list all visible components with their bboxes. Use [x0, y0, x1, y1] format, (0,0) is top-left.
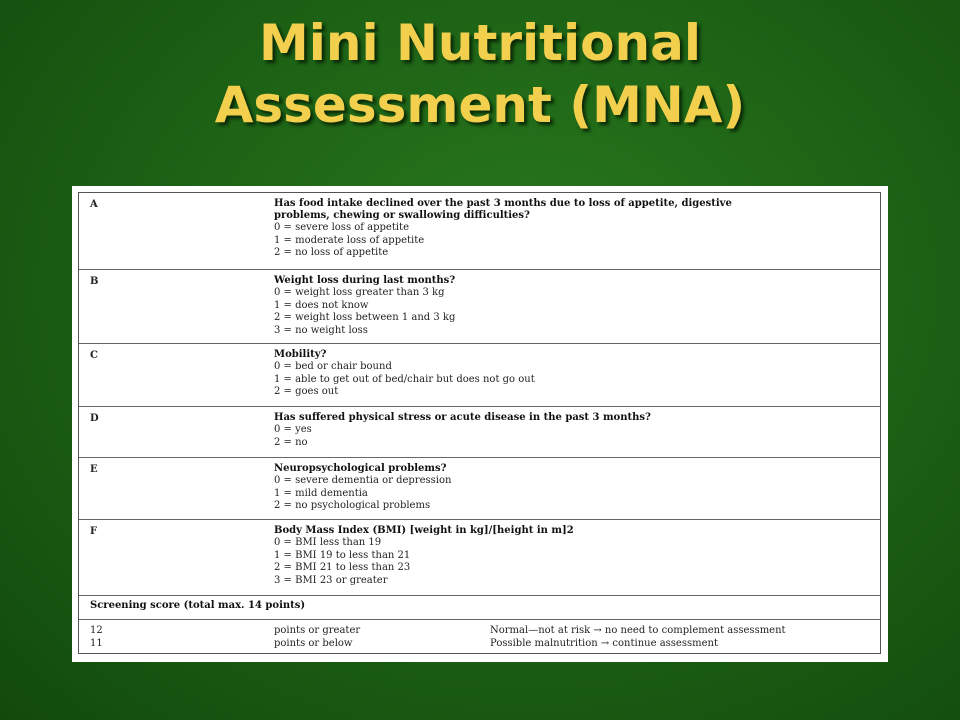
option-line: 0 = weight loss greater than 3 kg: [274, 287, 445, 298]
result-interpretation: Possible malnutrition → continue assessment: [490, 637, 718, 649]
row-content: [274, 463, 864, 513]
option-line: 2 = no: [274, 436, 308, 448]
mna-table: [78, 192, 881, 654]
option-line: 3 = BMI 23 or greater: [274, 574, 388, 586]
option-line: 2 = BMI 21 to less than 23: [274, 562, 411, 573]
option-line: 1 = moderate loss of appetite: [274, 234, 425, 246]
row-letter: D: [90, 413, 99, 424]
row-content: [274, 275, 864, 337]
option-line: 2 = no psychological problems: [274, 500, 431, 511]
row-letter: F: [90, 526, 98, 537]
table-row-c: [79, 344, 880, 407]
table-row-d: [79, 407, 880, 458]
option-line: 2 = no loss of appetite: [274, 247, 389, 258]
result-points: points or greater: [274, 625, 361, 636]
mna-document: [72, 186, 888, 662]
option-line: 0 = severe dementia or depression: [274, 475, 452, 486]
row-letter: B: [90, 276, 99, 287]
option-line: 2 = goes out: [274, 386, 339, 397]
question-line: Has suffered physical stress or acute disease in the past 3 months?: [274, 412, 651, 423]
option-line: 0 = yes: [274, 424, 312, 435]
question-line: Mobility?: [274, 349, 327, 360]
option-line: 1 = BMI 19 to less than 21: [274, 549, 411, 561]
table-row-e: [79, 458, 880, 520]
title-line-2: Assessment (MNA): [214, 76, 746, 134]
row-content: [274, 412, 864, 449]
results-row: [79, 620, 880, 654]
option-line: 1 = mild dementia: [274, 487, 368, 499]
screening-score-row: [79, 596, 880, 620]
question-line: Neuropsychological problems?: [274, 463, 447, 474]
option-line: 0 = severe loss of appetite: [274, 222, 409, 233]
row-content: [274, 349, 864, 399]
row-content: [274, 525, 864, 587]
option-line: 0 = bed or chair bound: [274, 361, 392, 372]
option-line: 1 = able to get out of bed/chair but does not go out: [274, 373, 535, 385]
row-content: [274, 198, 864, 260]
question-line: problems, chewing or swallowing difficulties?: [274, 210, 530, 221]
question-line: Has food intake declined over the past 3 months due to loss of appetite, digestive: [274, 198, 732, 209]
slide-title: [0, 12, 960, 136]
table-row-b: [79, 270, 880, 344]
result-score: 12: [90, 625, 103, 636]
row-letter: A: [90, 199, 98, 210]
title-line-1: Mini Nutritional: [258, 14, 702, 72]
screening-score-label: Screening score (total max. 14 points): [90, 600, 306, 611]
question-line: Body Mass Index (BMI) [weight in kg]/[height in m]2: [274, 525, 574, 536]
table-row-f: [79, 520, 880, 596]
row-letter: E: [90, 464, 98, 475]
table-row-a: [79, 193, 880, 270]
option-line: 2 = weight loss between 1 and 3 kg: [274, 312, 456, 323]
option-line: 1 = does not know: [274, 299, 369, 311]
question-line: Weight loss during last months?: [274, 275, 456, 286]
row-letter: C: [90, 350, 98, 361]
result-interpretation: Normal—not at risk → no need to complement assessment: [490, 625, 786, 636]
option-line: 3 = no weight loss: [274, 324, 368, 336]
option-line: 0 = BMI less than 19: [274, 537, 382, 548]
result-score: 11: [90, 637, 103, 649]
result-points: points or below: [274, 637, 353, 649]
